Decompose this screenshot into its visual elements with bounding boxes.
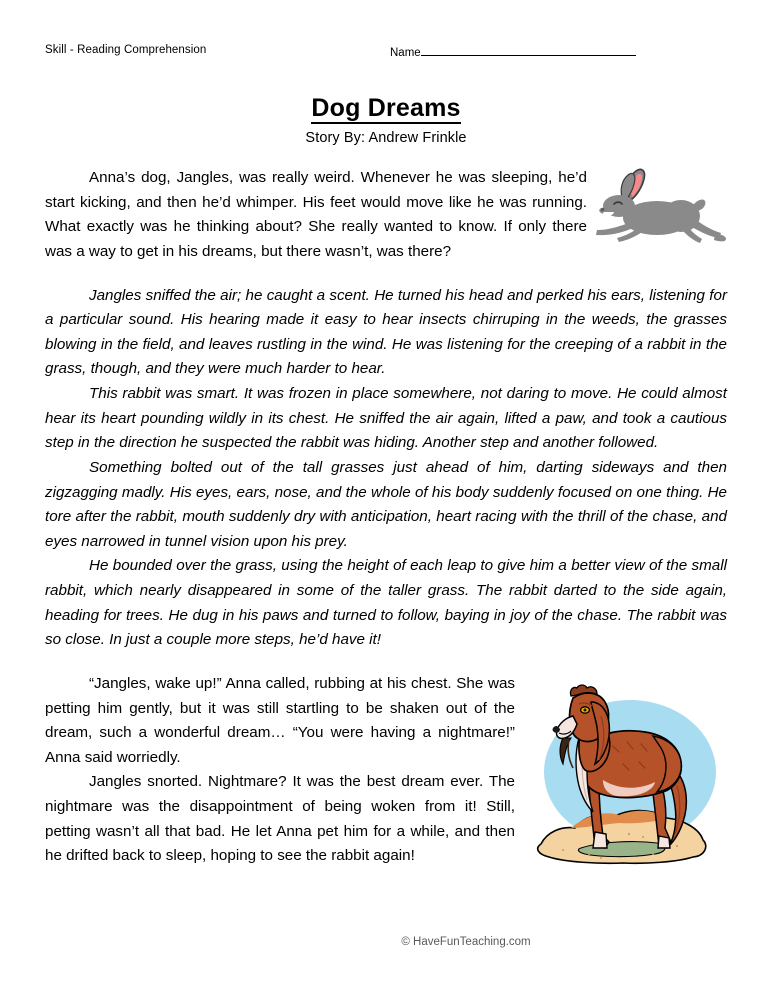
skill-label: Skill - Reading Comprehension (45, 44, 207, 56)
name-label: Name (390, 47, 421, 59)
page-title: Dog Dreams (311, 94, 461, 122)
section-spacer (45, 265, 727, 284)
story-byline: Story By: Andrew Frinkle (305, 130, 467, 146)
footer-copyright: © HaveFunTeaching.com (401, 936, 531, 948)
closing-paragraph-2: Jangles snorted. Nightmare? It was the best dream ever. The nightmare was the disappointment of being woken from it! Still, petting wasn’t all that bad. He let Anna pet him for a while, and then he drifted back to sleep, hoping to see the rabbit again! (45, 773, 515, 865)
closing-section (45, 672, 727, 872)
dream-section (45, 284, 727, 653)
closing-paragraph-1: “Jangles, wake up!” Anna called, rubbing at his chest. She was petting him gently, but it was still startling to be shaken out of the dream, such a wonderful dream… “You were having a nightmare!” Anna said worriedly. (45, 674, 515, 766)
dream-paragraph-4: He bounded over the grass, using the height of each leap to give him a better view of the small rabbit, which nearly disappeared in some of the taller grass. The rabbit darted to the side again, heading for trees. He dug in his paws and turned to follow, baying in joy of the chase. The rabbit was so close. In just a couple more steps, he’d have it! (45, 557, 727, 649)
title-block (45, 94, 727, 146)
running-rabbit-illustration (595, 168, 727, 244)
intro-section (45, 166, 727, 265)
dream-paragraph-1: Jangles sniffed the air; he caught a scent. He turned his head and perked his ears, listening for a particular sound. His hearing made it easy to hear insects chirruping in the weeds, the grasses blowing in the field, and leaves rustling in the wind. He was listening for the creeping of a rabbit in the grass, though, and they were much harder to hear. (45, 286, 727, 378)
section-spacer-2 (45, 653, 727, 672)
intro-paragraph: Anna’s dog, Jangles, was really weird. Whenever he was sleeping, he’d start kicking, and then he’d whimper. His feet would move like he was running. What exactly was he thinking about? She really wanted to know. If only there was a way to get in his dreams, but there wasn’t, was there? (45, 169, 587, 260)
dream-paragraph-3: Something bolted out of the tall grasses just ahead of him, darting sideways and then zigzagging madly. His eyes, ears, nose, and the whole of his body suddenly focused on one thing. He tore after the rabbit, mouth suddenly dry with anticipation, heart racing with the thrill of the chase, and eyes narrowed in tunnel vision upon his prey. (45, 458, 727, 550)
name-input-line[interactable] (421, 44, 636, 56)
story-title-wrap (45, 94, 727, 124)
dream-paragraph-2: This rabbit was smart. It was frozen in place somewhere, not daring to move. He could almost hear its heart pounding wildly in its chest. He sniffed the air again, lifted a paw, and took a cautious step in the direction he suspected the rabbit was hiding. Another step and another followed. (45, 385, 727, 452)
story-body (45, 166, 727, 872)
standing-dog-illustration (527, 676, 727, 872)
name-field-group (390, 44, 636, 59)
